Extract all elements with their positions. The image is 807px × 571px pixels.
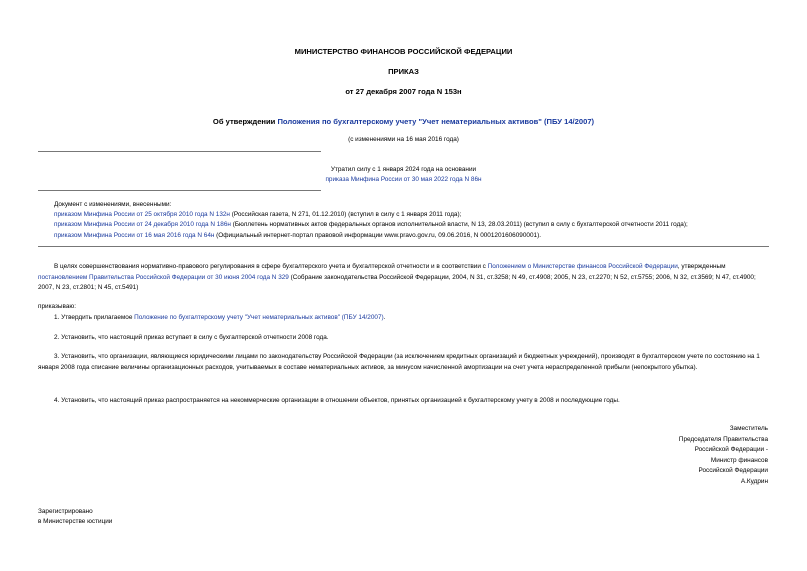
point-2: 2. Установить, что настоящий приказ вступает в силу с бухгалтерской отчетности 2008 года. [54, 334, 329, 341]
lost-force-link[interactable]: приказа Минфина России от 30 мая 2022 года N 86н [325, 176, 482, 183]
point-text: . [383, 314, 386, 321]
change-text: (Бюллетень нормативных актов федеральных органов исполнительной власти, N 13, 28.03.2011) (вступил в силу с бухгалтерской отчетности 2011 года); [230, 221, 688, 228]
divider [38, 190, 321, 191]
change-link[interactable]: приказом Минфина России от 24 декабря 2010 года N 186н [54, 221, 231, 228]
signature-line: Министр финансов [710, 456, 768, 464]
signature-line: Председателя Правительства [678, 435, 768, 443]
point-3: 3. Установить, что организации, являющиеся юридическими лицами по законодательству Российской Федерации (за исключением кредитных организаций и бюджетных учреждений), производят в бухгалтерском учете по состоянию на 1 января 2008 года списание величины организационных расходов, учитываемых в составе нематериальных активов, за минусом начисленной амортизации на счет учета нераспределенной прибыли (непокрытого убытка). [38, 353, 760, 371]
regulation-link[interactable]: Положением о Министерстве финансов Российской Федерации [487, 263, 678, 270]
point-4: 4. Установить, что настоящий приказ распространяется на некоммерческие организации в отношении объектов, принятых организацией к бухгалтерскому учету в 2008 и последующие годы. [54, 397, 620, 404]
changes-item [54, 221, 688, 229]
signature-line: Российской Федерации [698, 467, 768, 474]
preamble-text: , утвержденным [677, 263, 726, 270]
signature-line: Заместитель [729, 425, 768, 432]
document-title [0, 117, 807, 126]
signature-line: А.Кудрин [740, 477, 768, 485]
title-link[interactable]: Положения по бухгалтерскому учету "Учет нематериальных активов" (ПБУ 14/2007) [277, 117, 595, 126]
document-type: ПРИКАЗ [388, 67, 419, 76]
document-date-number: от 27 декабря 2007 года N 153н [345, 87, 462, 96]
amended-note: (с изменениями на 16 мая 2016 года) [348, 136, 459, 143]
point-text: 1. Утвердить прилагаемое [54, 314, 135, 321]
changes-heading: Документ с изменениями, внесенными: [54, 201, 172, 208]
regulation-pbu-link[interactable]: Положение по бухгалтерскому учету "Учет нематериальных активов" (ПБУ 14/2007) [134, 314, 384, 321]
change-link[interactable]: приказом Минфина России от 16 мая 2016 года N 64н [54, 232, 215, 239]
changes-item [54, 211, 461, 219]
title-prefix: Об утверждении [212, 117, 278, 126]
lost-force-text: Утратил силу с 1 января 2024 года на основании [330, 166, 477, 173]
preamble-paragraph [38, 262, 769, 294]
signature-line: Российской Федерации - [694, 446, 768, 453]
change-link[interactable]: приказом Минфина России от 25 октября 2010 года N 132н [54, 211, 230, 218]
change-text: (Официальный интернет-портал правовой информации www.pravo.gov.ru, 09.06.2016, N 0001201606090001). [214, 232, 541, 239]
preamble-text: (Собрание законодательства Российской Федерации, 2004, N 31, ст.3258; N 49, ст.4908; 2005, N 23, ст.2270; N 52, ст.5755; 2006, N 32, ст.3569; N 47, ст.4900; 2007, N 23, ст.2801; N 45, ст.5491) [38, 273, 756, 291]
registered-line: Зарегистрировано [38, 508, 93, 515]
registered-line: в Министерстве юстиции [38, 518, 113, 525]
changes-item [54, 232, 541, 240]
ministry-heading: МИНИСТЕРСТВО ФИНАНСОВ РОССИЙСКОЙ ФЕДЕРАЦИИ [294, 47, 513, 56]
divider [38, 246, 769, 247]
order-word: приказываю: [38, 303, 76, 310]
signature-block [679, 424, 768, 487]
divider [38, 151, 321, 152]
government-decree-link[interactable]: постановлением Правительства Российской Федерации от 30 июня 2004 года N 329 [38, 273, 289, 281]
point-1 [54, 314, 385, 322]
change-text: (Российская газета, N 271, 01.12.2010) (вступил в силу с 1 января 2011 года); [229, 211, 462, 218]
preamble-text: В целях совершенствования нормативно-правового регулирования в сфере бухгалтерского учета и бухгалтерской отчетности и в соответствии с [54, 263, 488, 270]
